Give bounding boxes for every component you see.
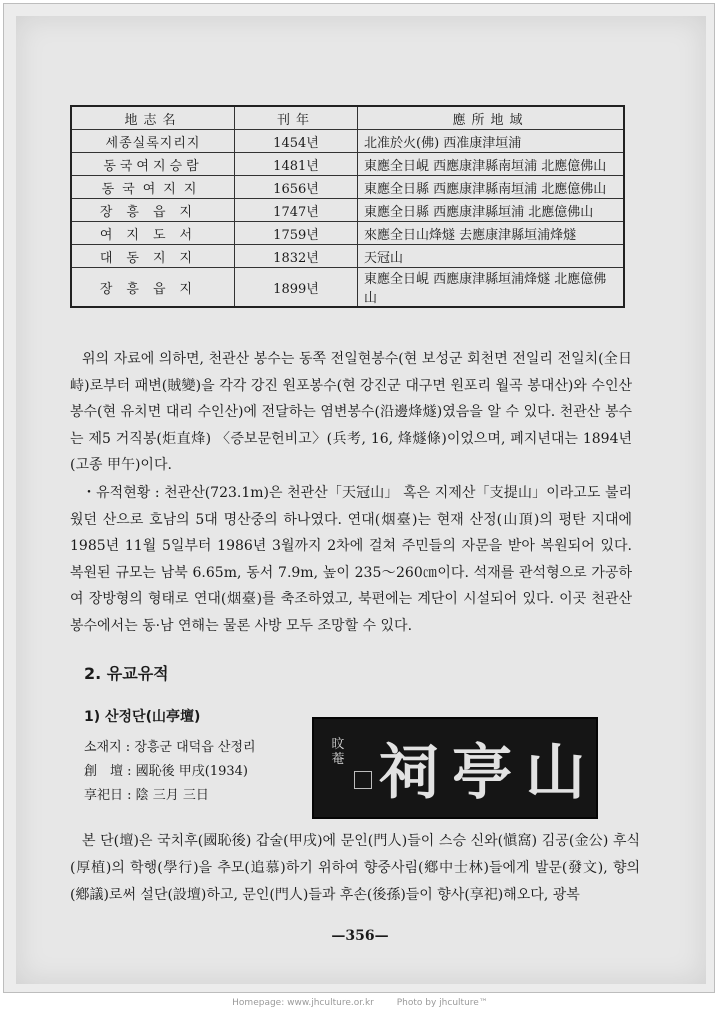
cell-region: 東應全日縣 西應康津縣南垣浦 北應億佛山 — [358, 176, 625, 199]
plaque-glyph: 祠 — [378, 738, 439, 808]
footer-homepage: Homepage: www.jhculture.or.kr — [232, 998, 374, 1008]
plaque-signature: 旼菴 — [331, 737, 345, 767]
gazetteer-table-wrap — [70, 105, 625, 308]
paragraph-altar-history: 본 단(壇)은 국치후(國恥後) 갑술(甲戌)에 문인(門人)들이 스승 신와(愼窩) 김공(金公) 후식(厚植)의 학행(學行)을 추모(追慕)하기 위하여 향중사림(鄕中士林)들에게 발문(發文), 향의(鄕議)로써 설단(設壇)하고, 문인(門人)들과 후손(後孫)들이 향사(享祀)해오다, 광복 — [70, 833, 640, 903]
fact-location: 소재지 : 장흥군 대덕읍 산정리 — [84, 740, 256, 755]
cell-year: 1481년 — [235, 153, 358, 176]
cell-region: 來應全日山烽燧 去應康津縣垣浦烽燧 — [358, 222, 625, 245]
footer-photo-credit: Photo by jhculture™ — [396, 998, 488, 1008]
cell-gazetteer-name: 여지도서 — [71, 222, 235, 245]
cell-gazetteer-name: 대동지지 — [71, 245, 235, 268]
cell-region: 天冠山 — [358, 245, 625, 268]
paragraph-beacon-relay: 위의 자료에 의하면, 천관산 봉수는 동쪽 전일현봉수(현 보성군 회천면 전일리 전일치(全日峙)로부터 패변(賊變)을 각각 강진 원포봉수(현 강진군 대구면 원포리 월곡 봉대산)와 수인산봉수(현 유치면 대리 수인산)에 전달하는 염변봉수(沿邊烽燧)였음을 알 수 있다. 천관산 봉수는 제5 거직봉(炬直烽) 〈증보문헌비고〉(兵考, 16, 烽燧條)이었으며, 폐지년대는 1894년(고종 甲午)이다. — [70, 351, 632, 473]
paragraph-site-status: ・유적현황 : 천관산(723.1m)은 천관산「天冠山」 혹은 지제산「支提山」이라고도 불리웠던 산으로 호남의 5대 명산중의 하나였다. 연대(烟臺)는 현재 산정(山頂)의 평탄 지대에 1985년 11월 5일부터 1986년 3월까지 2차에 걸쳐 주민들의 자문을 받아 복원되어 있다. 복원된 규모는 남북 6.65m, 동서 7.9m, 높이 235～260㎝이다. 석재를 관석형으로 가공하여 장방형의 형태로 연대(烟臺)를 축조하였고, 북편에는 계단이 시설되어 있다. 이곳 천관산봉수에서는 동·남 연해는 물론 사방 모두 조망할 수 있다. — [70, 485, 632, 634]
table-row — [71, 222, 624, 245]
cell-gazetteer-name: 동국여지지 — [71, 176, 235, 199]
table-row — [71, 153, 624, 176]
cell-region: 東應全日峴 西應康津縣垣浦烽燧 北應億佛山 — [358, 268, 625, 308]
site-facts — [84, 736, 256, 808]
plaque-seal-stamp — [354, 771, 372, 789]
header-publication-year: 刊年 — [235, 106, 358, 130]
table-row — [71, 199, 624, 222]
cell-year: 1899년 — [235, 268, 358, 308]
table-row — [71, 245, 624, 268]
header-gazetteer-name: 地志名 — [71, 106, 235, 130]
cell-year: 1759년 — [235, 222, 358, 245]
table-row — [71, 268, 624, 308]
cell-gazetteer-name: 장흥읍지 — [71, 268, 235, 308]
cell-region: 東應全日縣 西應康津縣垣浦 北應億佛山 — [358, 199, 625, 222]
cell-region: 北准於火(佛) 西准康津垣浦 — [358, 130, 625, 153]
table-header-row — [71, 106, 624, 130]
cell-gazetteer-name: 동국여지승람 — [71, 153, 235, 176]
cell-year: 1832년 — [235, 245, 358, 268]
gazetteer-table — [70, 105, 625, 308]
section-title: 2. 유교유적 — [84, 664, 169, 683]
table-row — [71, 130, 624, 153]
page-number: —356— — [331, 928, 389, 944]
cell-year: 1656년 — [235, 176, 358, 199]
cell-year: 1454년 — [235, 130, 358, 153]
subsection-title: 1) 산정단(山亭壇) — [84, 709, 201, 725]
header-response-region: 應所地域 — [358, 106, 625, 130]
plaque-glyphs — [372, 725, 592, 811]
fact-founded: 創 壇 : 國恥後 甲戌(1934) — [84, 764, 249, 779]
cell-year: 1747년 — [235, 199, 358, 222]
calligraphy-plaque — [312, 717, 598, 819]
plaque-glyph: 山 — [525, 738, 586, 808]
table-row — [71, 176, 624, 199]
cell-gazetteer-name: 장흥읍지 — [71, 199, 235, 222]
cell-gazetteer-name: 세종실록지리지 — [71, 130, 235, 153]
fact-ritual-day: 享祀日 : 陰 三月 三日 — [84, 788, 209, 803]
plaque-glyph: 亭 — [451, 738, 512, 808]
photo-credit-footer — [0, 998, 720, 1008]
cell-region: 東應全日峴 西應康津縣南垣浦 北應億佛山 — [358, 153, 625, 176]
